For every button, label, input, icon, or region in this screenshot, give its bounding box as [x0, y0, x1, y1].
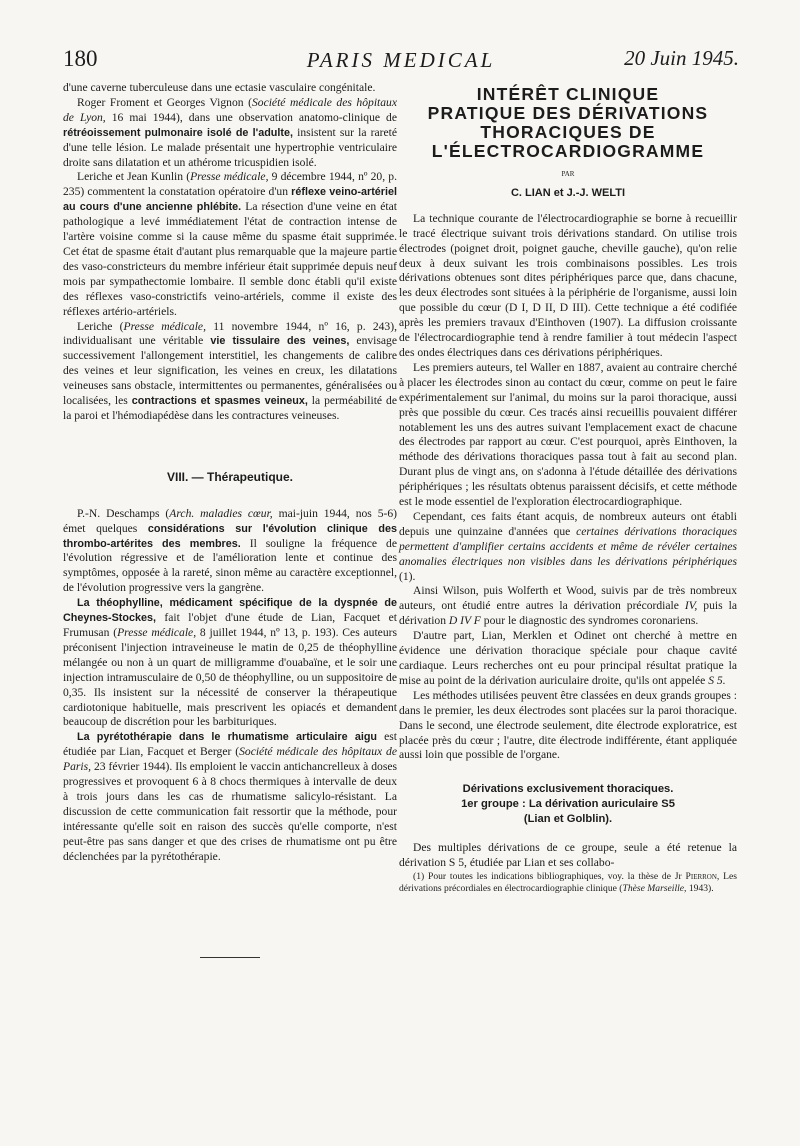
page-header — [63, 46, 739, 80]
paragraph: La pyrétothérapie dans le rhumatisme articulaire aigu est étudiée par Lian, Facquet et Berger (Société médicale des hôpitaux de Paris, 23 février 1944). Ils emploient le vaccin antichancrelleux à doses progressives et provoquent 6 à 8 chocs thermiques à intervalle de deux à trois jours dans les cas de rhumatisme salicylo-résistant. La discussion de cette communication fait ressortir que la méthode, pour intéressante qu'elle soit en raison des succès qu'elle comporte, n'est peut-être pas sans danger et que des crises de rhumatisme ont pu être déclenchées par la pyrétothérapie. — [63, 730, 397, 863]
paragraph: Leriche et Jean Kunlin (Presse médicale, 9 décembre 1944, nº 20, p. 235) commentent la constatation opératoire d'un réflexe veino-artériel au cours d'une ancienne phlébite. La résection d'une veine en état pathologique a levé immédiatement l'état de contraction intense de l'artère voisine comme si la cause même du spasme était supprimée. Cet état de spasme était d'autant plus remarquable que la majeure partie des vaso-constricteurs du membre inférieur était supprimée depuis neuf mois par sympathectomie lombaire. Il semble donc établi qu'il existe des réflexes vaso-constrictifs veino-artériels, comme il existe des réflexes artério-artériels. — [63, 170, 398, 318]
subsection-heading: Dérivations exclusivement thoraciques. 1er groupe : La dérivation auriculaire S5 (Lian et Golblin). — [461, 783, 675, 826]
section-title: VIII. — Thérapeutique. — [166, 469, 294, 484]
left-column — [63, 81, 397, 958]
paragraph: Des multiples dérivations de ce groupe, seule a été retenue la dérivation S 5, étudiée par Lian et ses collabo- — [399, 841, 737, 870]
article-authors: C. LIAN et J.-J. WELTI — [510, 186, 626, 199]
paragraph: La technique courante de l'électrocardiographie se borne à recueillir le tracé électrique suivant trois dérivations standard. On utilise trois électrodes (poignet droit, poignet gauche, cheville gauche), qu'on relie deux à deux suivant les trois combinaisons possibles. Les trois dérivations obtenues sont dites périphériques parce que, dans chacune, les deux électrodes sont situées à la périphérie de l'organisme, aussi loin que possible du cœur (D I, D II, D III). Cette technique a été codifiée après les premiers travaux d'Einthoven (1907). La diffusion croissante de l'électrocardiographie tend à rendre familier à tout médecin l'aspect des ondes électriques dans ces dérivations périphériques. — [399, 211, 737, 359]
issue-date: 20 Juin 1945. — [624, 46, 739, 70]
journal-title: PARIS MEDICAL — [306, 48, 496, 72]
paragraph: D'autre part, Lian, Merklen et Odinet ont cherché à mettre en évidence une dérivation thoracique spéciale pour chaque cavité cardiaque. Leurs recherches ont eu pour principal résultat pratique la mise au point de la dérivation auriculaire droite, qu'ils ont appelée S 5. — [399, 629, 737, 687]
paragraph: Ainsi Wilson, puis Wolferth et Wood, suivis par de très nombreux auteurs, ont étudié entre autres la dérivation précordiale IV, puis la dérivation D IV F pour le diagnostic des syndromes coronariens. — [399, 584, 737, 628]
paragraph: P.-N. Deschamps (Arch. maladies cœur, mai-juin 1944, nos 5-6) émet quelques considérations sur l'évolution clinique des thrombo-artérites des membres. Il souligne la fréquence de l'évolution régressive et de l'amélioration lente et continue des symptômes, opposée à la rareté, sinon même au caractère exceptionnel, de l'évolution progressive vers la gangrène. — [63, 506, 398, 595]
paragraph: d'une caverne tuberculeuse dans une ectasie vasculaire congénitale. — [63, 81, 376, 94]
paragraph: La théophylline, médicament spécifique de la dyspnée de Cheynes-Stockes, fait l'objet d'une étude de Lian, Facquet et Frumusan (Presse médicale, 8 juillet 1944, nº 13, p. 193). Ces auteurs préconisent l'injection intraveineuse le matin de 0,25 de théophylline mélangée ou non à un quart de milligramme d'ouabaïne, et le soir une injection intramusculaire de 0,50 de théophylline, ou un suppositoire de 0,35. Ils insistent sur la nécessité de conserver la thérapeutique cardiotonique habituelle, mais prescrivent les opiacés et demandent beaucoup de discrétion pour les barbituriques. — [63, 597, 397, 729]
end-rule — [200, 957, 260, 958]
paragraph: Cependant, ces faits étant acquis, de nombreux auteurs ont établi depuis une quinzaine d'années que certaines dérivations thoraciques permettent d'amplifier certains accidents et même de révéler certaines anomalies électriques non visibles dans les dérivations périphériques (1). — [399, 509, 737, 583]
paragraph: Les méthodes utilisées peuvent être classées en deux grands groupes : dans le premier, les deux électrodes sont placées sur la paroi thoracique. Dans le second, une électrode seulement, dite électrode exploratrice, est placée près du cœur ; l'autre, dite électrode indifférente, étant appliquée aussi loin que possible de l'organe. — [399, 688, 737, 762]
right-column — [399, 81, 737, 894]
by-label: PAR — [561, 170, 575, 178]
paragraph: Leriche (Presse médicale, 11 novembre 1944, nº 16, p. 243), individualisant une véritable vie tissulaire des veines, envisage successivement l'allongement interstitiel, les changements de calibre des veines et leur signification, les veines en creux, les dilatations veineuses sans obstacle, intermittentes ou permanentes, généralisées ou localisées, les contractions et spasmes veineux, la perméabilité de la paroi et l'hémodiapédèse dans les contractures veineuses. — [63, 319, 397, 422]
page-number: 180 — [63, 46, 98, 71]
paragraph: Roger Froment et Georges Vignon (Société médicale des hôpitaux de Lyon, 16 mai 1944), dans une observation anatomo-clinique de rétréoissement pulmonaire isolé de l'adulte, insistent sur la rareté d'une telle lésion. Le malade présentait une hypertrophie ventriculaire droite sans dilatation et un athérome tricuspidien isolé. — [63, 95, 398, 169]
article-title: INTÉRÊT CLINIQUE PRATIQUE DES DÉRIVATIONS THORACIQUES DE L'ÉLECTROCARDIOGRAMME — [427, 84, 709, 161]
footnote: (1) Pour toutes les indications bibliographiques, voy. la thèse de Jr Pierron, Les dérivations précordiales en électrocardiographie clinique (Thèse Marseille, 1943). — [399, 871, 737, 894]
paragraph: Les premiers auteurs, tel Waller en 1887, avaient au contraire cherché à placer les électrodes sinon au contact du cœur, comme on peut le faire expérimentalement sur l'animal, du moins sur la paroi thoracique, aussi près que possible du cœur. Ces tracés ainsi recueillis pouvaient différer notablement les uns des autres suivant l'emplacement exact de chacune des électrodes par rapport au cœur. C'est pourquoi, après Einthoven, la méthode des dérivations thoraciques passa tout à fait au second plan. Durant plus de vingt ans, on s'adonna à l'étude détaillée des dérivations périphériques ; les résultats obtenus paraissent décisifs, et cette méthode est le mode essentiel de l'exploration électrocardiographique. — [399, 360, 737, 509]
